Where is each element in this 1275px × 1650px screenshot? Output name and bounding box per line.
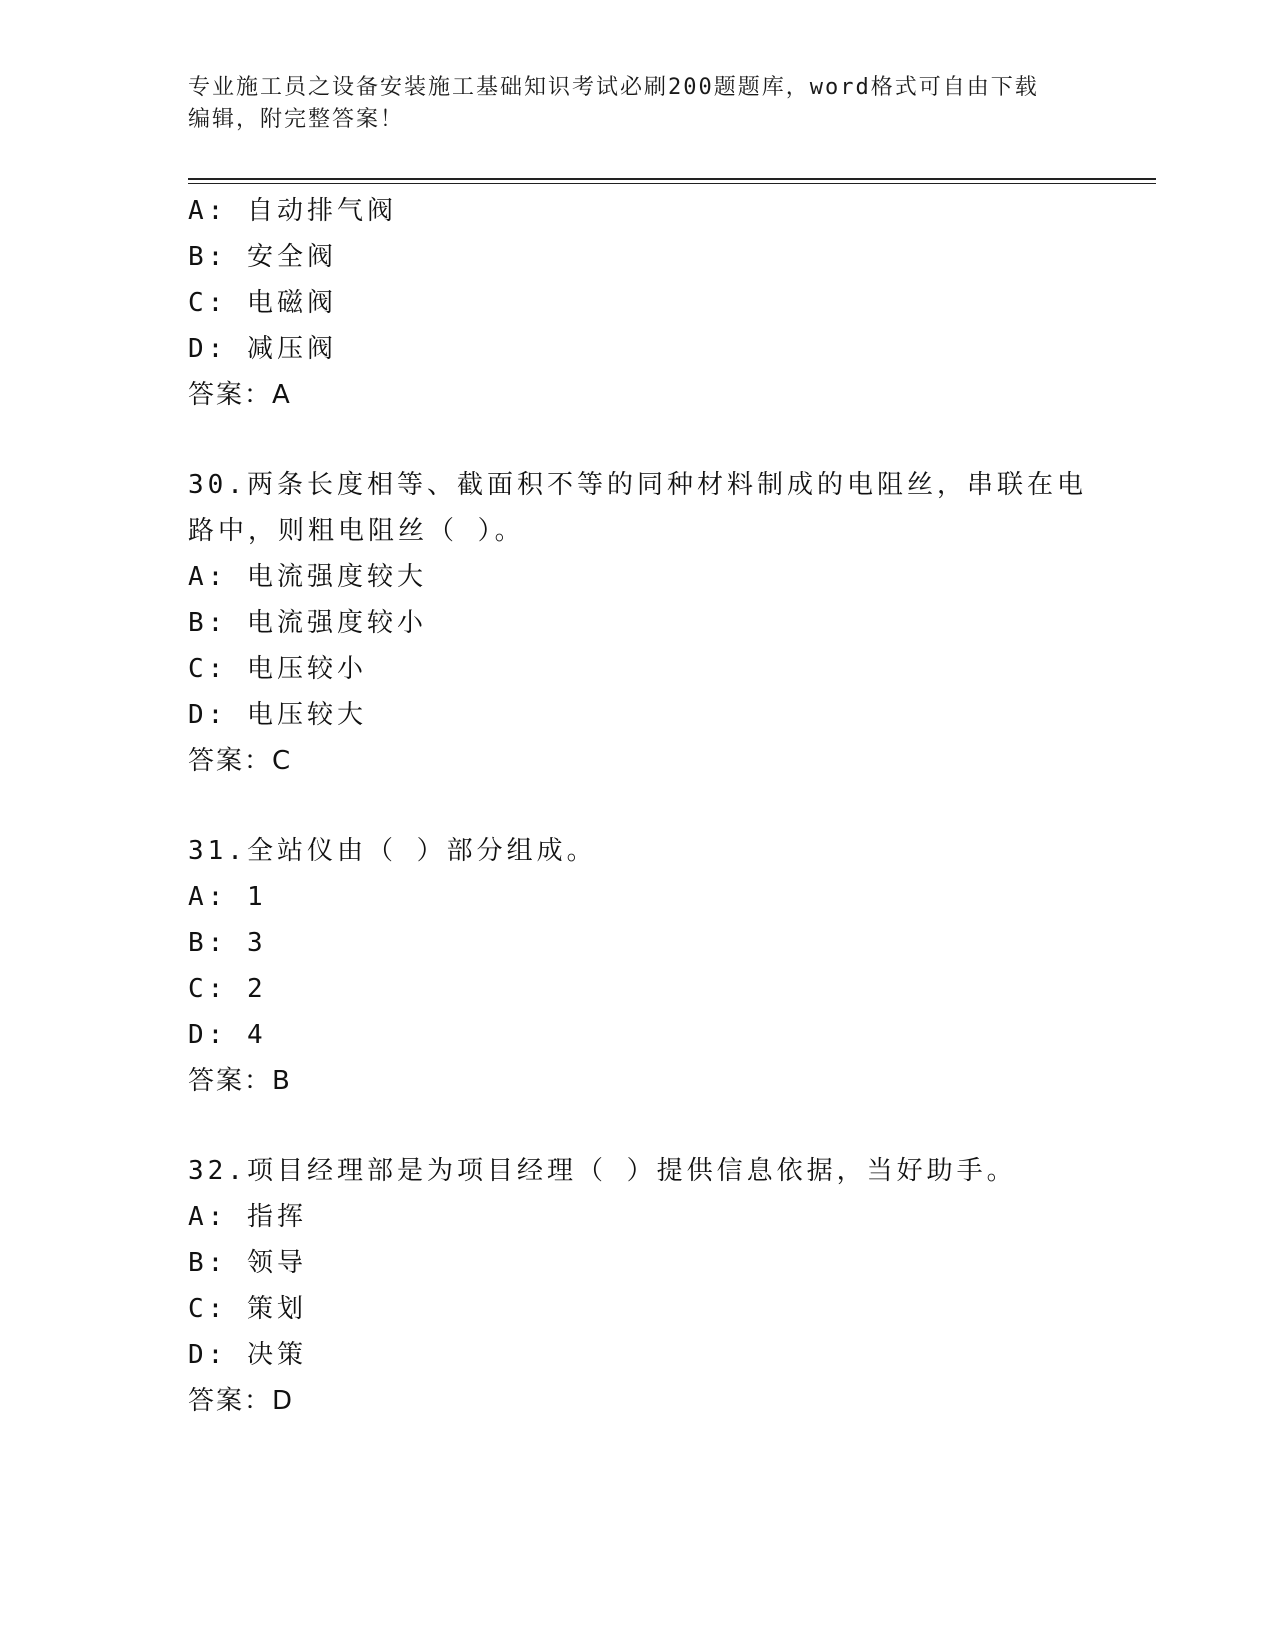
answer-text: 答案：B: [188, 1066, 292, 1096]
option-a: A: 自动排气阀: [188, 196, 397, 226]
question-32-block: [188, 1148, 1088, 1424]
option-d: D: 4: [188, 1020, 267, 1050]
option-c: C: 电压较小: [188, 654, 367, 684]
question-text: 30.两条长度相等、截面积不等的同种材料制成的电阻丝，串联在电路中，则粗电阻丝（ ）。: [188, 470, 1087, 546]
answer-text: 答案：D: [188, 1386, 295, 1416]
option-d: D: 电压较大: [188, 700, 367, 730]
option-a: A: 电流强度较大: [188, 562, 427, 592]
option-b: B: 安全阀: [188, 242, 337, 272]
option-a: A: 1: [188, 882, 267, 912]
header-line-2: 编辑，附完整答案！: [188, 107, 405, 132]
question-text: 32.项目经理部是为项目经理（ ）提供信息依据，当好助手。: [188, 1156, 1017, 1186]
option-d: D: 决策: [188, 1340, 307, 1370]
question-31-block: [188, 828, 1088, 1104]
option-c: C: 电磁阀: [188, 288, 337, 318]
option-c: C: 策划: [188, 1294, 307, 1324]
question-list: [188, 188, 1088, 1468]
header-rule-thick: [188, 178, 1156, 180]
document-header: [188, 72, 1088, 136]
option-c: C: 2: [188, 974, 267, 1004]
option-a: A: 指挥: [188, 1202, 307, 1232]
header-rule-thin: [188, 183, 1156, 184]
option-b: B: 领导: [188, 1248, 307, 1278]
option-b: B: 3: [188, 928, 267, 958]
question-30-block: [188, 462, 1088, 784]
answer-text: 答案：C: [188, 746, 293, 776]
question-29-block: [188, 188, 1088, 418]
answer-text: 答案：A: [188, 380, 292, 410]
header-line-1: 专业施工员之设备安装施工基础知识考试必刷200题题库，word格式可自由下载: [188, 75, 1039, 100]
option-d: D: 减压阀: [188, 334, 337, 364]
option-b: B: 电流强度较小: [188, 608, 427, 638]
question-text: 31.全站仪由（ ）部分组成。: [188, 836, 597, 866]
